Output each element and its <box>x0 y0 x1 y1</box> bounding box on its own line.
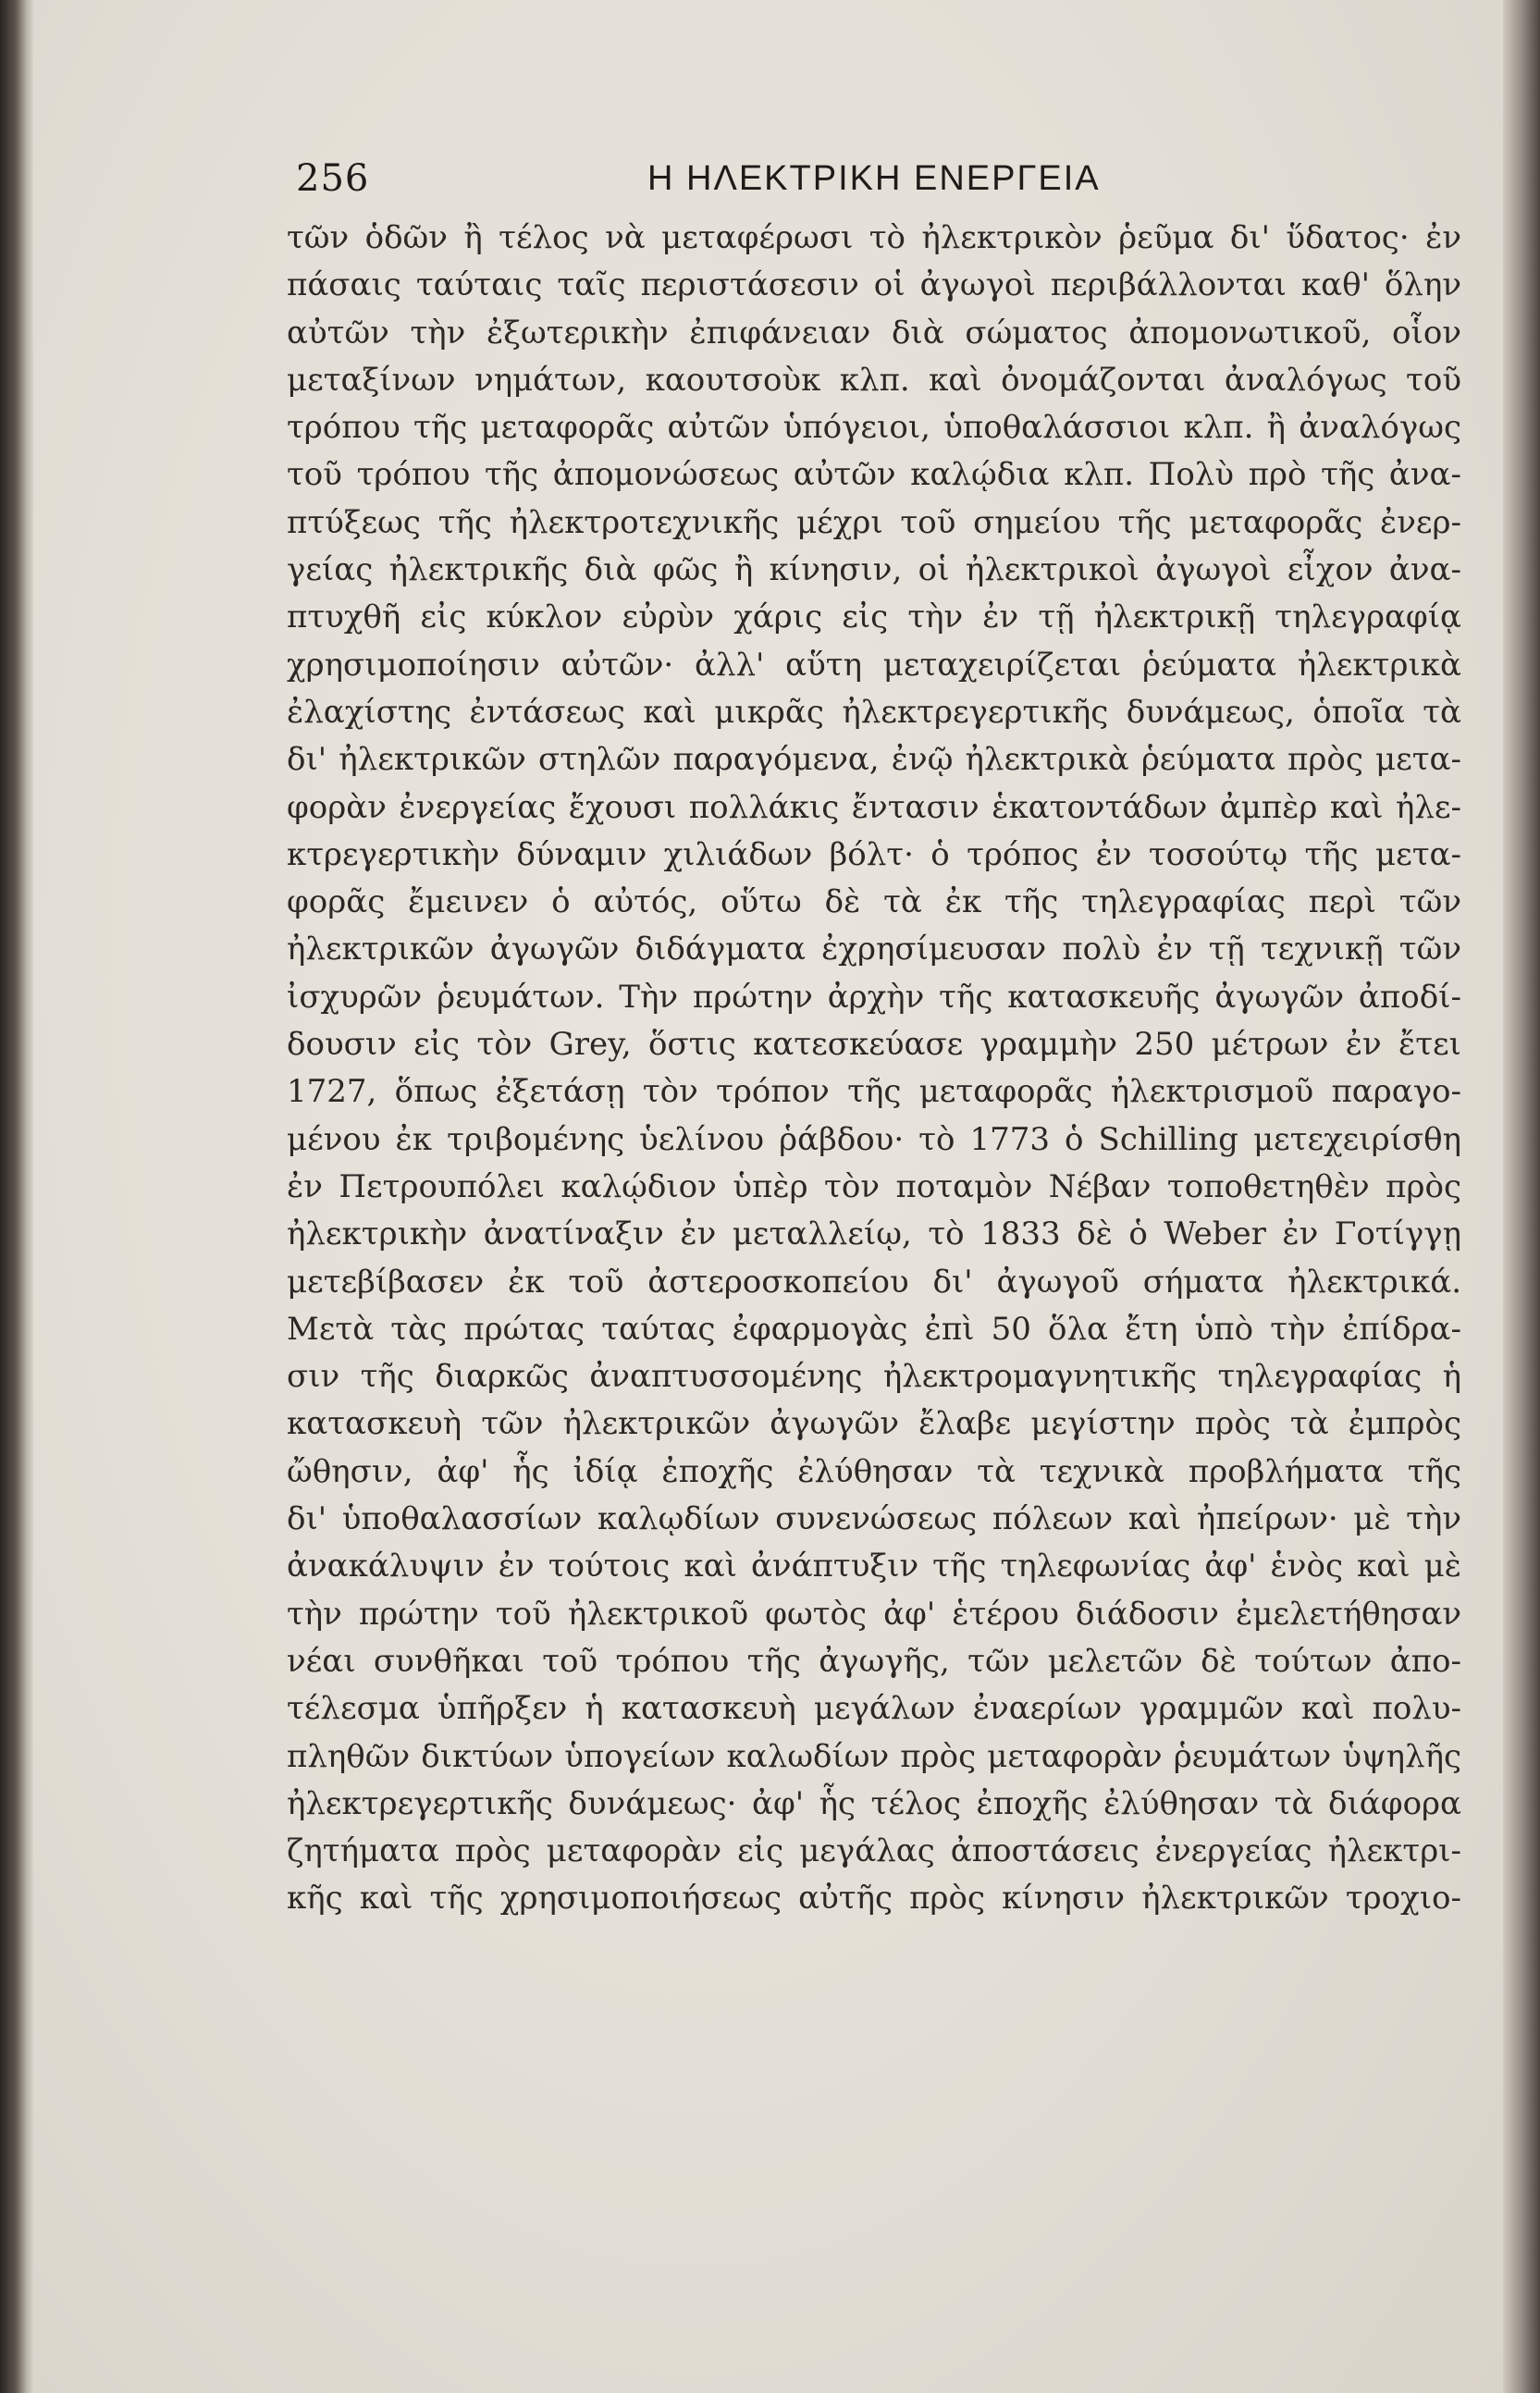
text-line: τέλεσμα ὑπῆρξεν ἡ κατασκευὴ μεγάλων ἐναερίων γραμμῶν καὶ πολυ- <box>287 1690 1461 1728</box>
text-line: σιν τῆς διαρκῶς ἀναπτυσσομένης ἠλεκτρομαγνητικῆς τηλεγραφίας ἡ <box>287 1358 1461 1396</box>
text-line: ἠλεκτρεγερτικῆς δυνάμεως· ἀφ' ἧς τέλος ἐποχῆς ἐλύθησαν τὰ διάφορα <box>287 1784 1461 1822</box>
text-line: μεταξίνων νημάτων, καουτσοὺκ κλπ. καὶ ὀνομάζονται ἀναλόγως τοῦ <box>287 361 1461 399</box>
text-line: κατασκευὴ τῶν ἠλεκτρικῶν ἀγωγῶν ἔλαβε μεγίστην πρὸς τὰ ἐμπρὸς <box>287 1405 1461 1443</box>
text-line: τῶν ὁδῶν ἢ τέλος νὰ μεταφέρωσι τὸ ἠλεκτρικὸν ῥεῦμα δι' ὕδατος· ἐν <box>287 219 1461 256</box>
text-line: γείας ἠλεκτρικῆς διὰ φῶς ἢ κίνησιν, οἱ ἠλεκτρικοὶ ἀγωγοὶ εἶχον ἀνα- <box>287 551 1461 589</box>
text-line: μετεβίβασεν ἐκ τοῦ ἀστεροσκοπείου δι' ἀγωγοῦ σήματα ἠλεκτρικά. <box>287 1263 1461 1301</box>
text-line: πτυχθῆ εἰς κύκλον εὐρὺν χάρις εἰς τὴν ἐν τῇ ἠλεκτρικῇ τηλεγραφίᾳ <box>287 598 1461 636</box>
text-line: δι' ὑποθαλασσίων καλῳδίων συνενώσεως πόλεων καὶ ἠπείρων· μὲ τὴν <box>287 1500 1461 1538</box>
body-text <box>287 215 1461 1923</box>
text-line: ἀνακάλυψιν ἐν τούτοις καὶ ἀνάπτυξιν τῆς τηλεφωνίας ἀφ' ἑνὸς καὶ μὲ <box>287 1548 1461 1585</box>
text-line: αὐτῶν τὴν ἐξωτερικὴν ἐπιφάνειαν διὰ σώματος ἀπομονωτικοῦ, οἷον <box>287 314 1461 352</box>
text-line: δουσιν εἰς τὸν Grey, ὅστις κατεσκεύασε γραμμὴν 250 μέτρων ἐν ἔτει <box>287 1026 1461 1064</box>
text-line: τὴν πρώτην τοῦ ἠλεκτρικοῦ φωτὸς ἀφ' ἑτέρου διάδοσιν ἐμελετήθησαν <box>287 1595 1461 1633</box>
text-line: μένου ἐκ τριβομένης ὑελίνου ῥάβδου· τὸ 1773 ὁ Schilling μετεχειρίσθη <box>287 1120 1461 1158</box>
text-line: φορᾶς ἔμεινεν ὁ αὐτός, οὕτω δὲ τὰ ἐκ τῆς τηλεγραφίας περὶ τῶν <box>287 883 1461 921</box>
text-line: ὤθησιν, ἀφ' ἧς ἰδίᾳ ἐποχῆς ἐλύθησαν τὰ τεχνικὰ προβλήματα τῆς <box>287 1452 1461 1490</box>
text-line: Μετὰ τὰς πρώτας ταύτας ἐφαρμογὰς ἐπὶ 50 ὅλα ἔτη ὑπὸ τὴν ἐπίδρα- <box>287 1310 1461 1348</box>
text-line: τοῦ τρόπου τῆς ἀπομονώσεως αὐτῶν καλῴδια κλπ. Πολὺ πρὸ τῆς ἀνα- <box>287 456 1461 494</box>
text-line: ἰσχυρῶν ῥευμάτων. Τὴν πρώτην ἀρχὴν τῆς κατασκευῆς ἀγωγῶν ἀποδί- <box>287 978 1461 1016</box>
scan-right-edge <box>1503 0 1540 2393</box>
text-line: ζητήματα πρὸς μεταφορὰν εἰς μεγάλας ἀποστάσεις ἐνεργείας ἠλεκτρι- <box>287 1832 1461 1870</box>
text-line: νέαι συνθῆκαι τοῦ τρόπου τῆς ἀγωγῆς, τῶν μελετῶν δὲ τούτων ἀπο- <box>287 1642 1461 1680</box>
text-line: κῆς καὶ τῆς χρησιμοποιήσεως αὐτῆς πρὸς κίνησιν ἠλεκτρικῶν τροχιο- <box>287 1880 1461 1918</box>
text-line: πάσαις ταύταις ταῖς περιστάσεσιν οἱ ἀγωγοὶ περιβάλλονται καθ' ὅλην <box>287 266 1461 304</box>
running-title: Η ΗΛΕΚΤΡΙΚΗ ΕΝΕΡΓΕΙΑ <box>647 159 1101 198</box>
text-line: 1727, ὅπως ἐξετάσῃ τὸν τρόπον τῆς μεταφορᾶς ἠλεκτρισμοῦ παραγο- <box>287 1073 1461 1111</box>
text-line: δι' ἠλεκτρικῶν στηλῶν παραγόμενα, ἐνῷ ἠλεκτρικὰ ῥεύματα πρὸς μετα- <box>287 741 1461 779</box>
text-line: χρησιμοποίησιν αὐτῶν· ἀλλ' αὕτη μεταχειρίζεται ῥεύματα ἠλεκτρικὰ <box>287 646 1461 684</box>
text-line: ἠλεκτρικῶν ἀγωγῶν διδάγματα ἐχρησίμευσαν πολὺ ἐν τῇ τεχνικῇ τῶν <box>287 931 1461 968</box>
text-line: φορὰν ἐνεργείας ἔχουσι πολλάκις ἔντασιν ἑκατοντάδων ἀμπὲρ καὶ ἠλε- <box>287 788 1461 826</box>
text-line: τρόπου τῆς μεταφορᾶς αὐτῶν ὑπόγειοι, ὑποθαλάσσιοι κλπ. ἢ ἀναλόγως <box>287 409 1461 447</box>
scan-left-edge <box>0 0 33 2393</box>
text-line: ἐν Πετρουπόλει καλῴδιον ὑπὲρ τὸν ποταμὸν Νέβαν τοποθετηθὲν πρὸς <box>287 1167 1461 1205</box>
text-line: ἠλεκτρικὴν ἀνατίναξιν ἐν μεταλλείῳ, τὸ 1833 δὲ ὁ Weber ἐν Γοτίγγῃ <box>287 1215 1461 1253</box>
page-number: 256 <box>296 157 370 200</box>
running-head <box>296 157 1471 213</box>
text-line: ἐλαχίστης ἐντάσεως καὶ μικρᾶς ἠλεκτρεγερτικῆς δυνάμεως, ὁποῖα τὰ <box>287 693 1461 731</box>
text-line: πτύξεως τῆς ἠλεκτροτεχνικῆς μέχρι τοῦ σημείου τῆς μεταφορᾶς ἐνερ- <box>287 503 1461 541</box>
text-line: πληθῶν δικτύων ὑπογείων καλωδίων πρὸς μεταφορὰν ῥευμάτων ὑψηλῆς <box>287 1737 1461 1775</box>
text-line: κτρεγερτικὴν δύναμιν χιλιάδων βόλτ· ὁ τρόπος ἐν τοσούτῳ τῆς μετα- <box>287 835 1461 873</box>
